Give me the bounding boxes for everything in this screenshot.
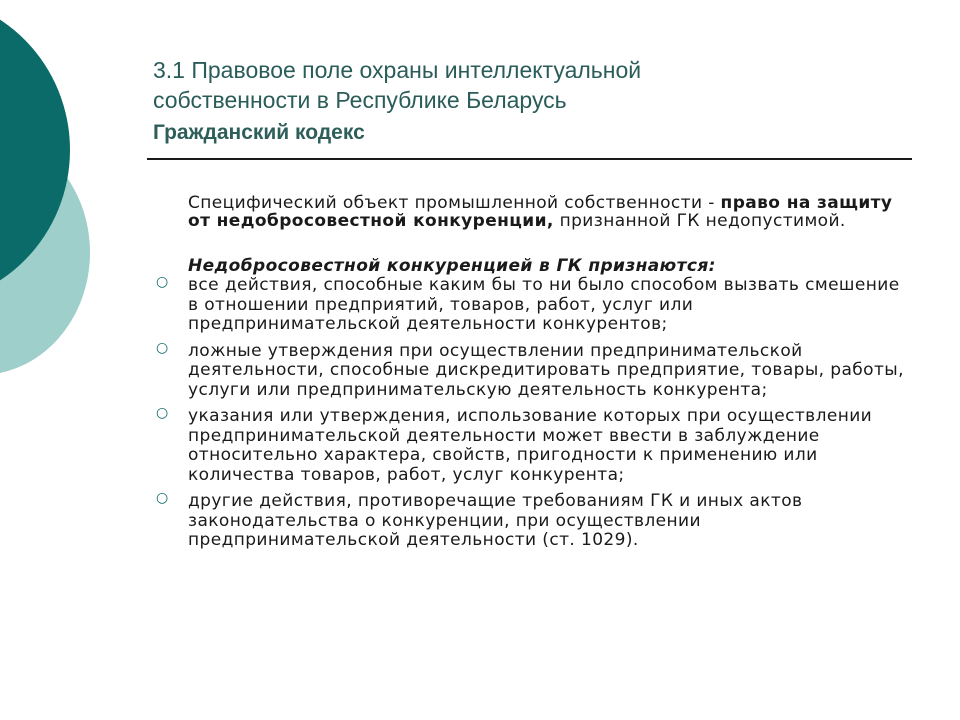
circle-bullet-icon: ○ xyxy=(156,490,169,506)
intro-suffix: признанной ГК недопустимой. xyxy=(553,211,846,231)
bullet-list xyxy=(156,274,908,551)
slide-title xyxy=(153,55,913,149)
circle-bullet-icon: ○ xyxy=(156,405,169,421)
list-item xyxy=(156,405,908,485)
list-item xyxy=(156,339,908,401)
intro-bold: право на защиту от недобросовестной конкуренции, xyxy=(188,193,893,231)
list-item-text: ложные утверждения при осуществлении предпринимательской деятельности, способные дискредитировать предприятие, товары, работы, услуги или предпринимательскую деятельность конкурента; xyxy=(188,340,904,400)
list-item xyxy=(156,490,908,551)
circle-bullet-icon: ○ xyxy=(156,274,169,290)
slide-subtitle: Гражданский кодекс xyxy=(153,121,365,144)
intro-paragraph xyxy=(188,194,908,230)
title-divider xyxy=(147,158,912,160)
intro-prefix: Специфический объект промышленной собственности - xyxy=(188,193,721,213)
slide-body xyxy=(156,193,908,558)
list-item-text: другие действия, противоречащие требованиям ГК и иных актов законодательства о конкуренции, при осуществлении предпринимательской деятельности (ст. 1029). xyxy=(188,491,803,550)
title-line-2: собственности в Республике Беларусь xyxy=(153,87,567,113)
list-item-text: указания или утверждения, использование которых при осуществлении предпринимательской деятельности может ввести в заблуждение относительно характера, свойств, пригодности к применению или количества товаров, работ, услуг конкурента; xyxy=(188,406,873,485)
circle-bullet-icon: ○ xyxy=(156,339,169,356)
title-line-1: 3.1 Правовое поле охраны интеллектуальной xyxy=(153,57,642,83)
list-heading: Недобросовестной конкуренцией в ГК признаются: xyxy=(188,256,716,276)
list-item-text: все действия, способные каким бы то ни было способом вызвать смешение в отношении предприятий, товаров, работ, услуг или предпринимательской деятельности конкурентов; xyxy=(188,275,900,334)
list-item xyxy=(156,274,908,335)
